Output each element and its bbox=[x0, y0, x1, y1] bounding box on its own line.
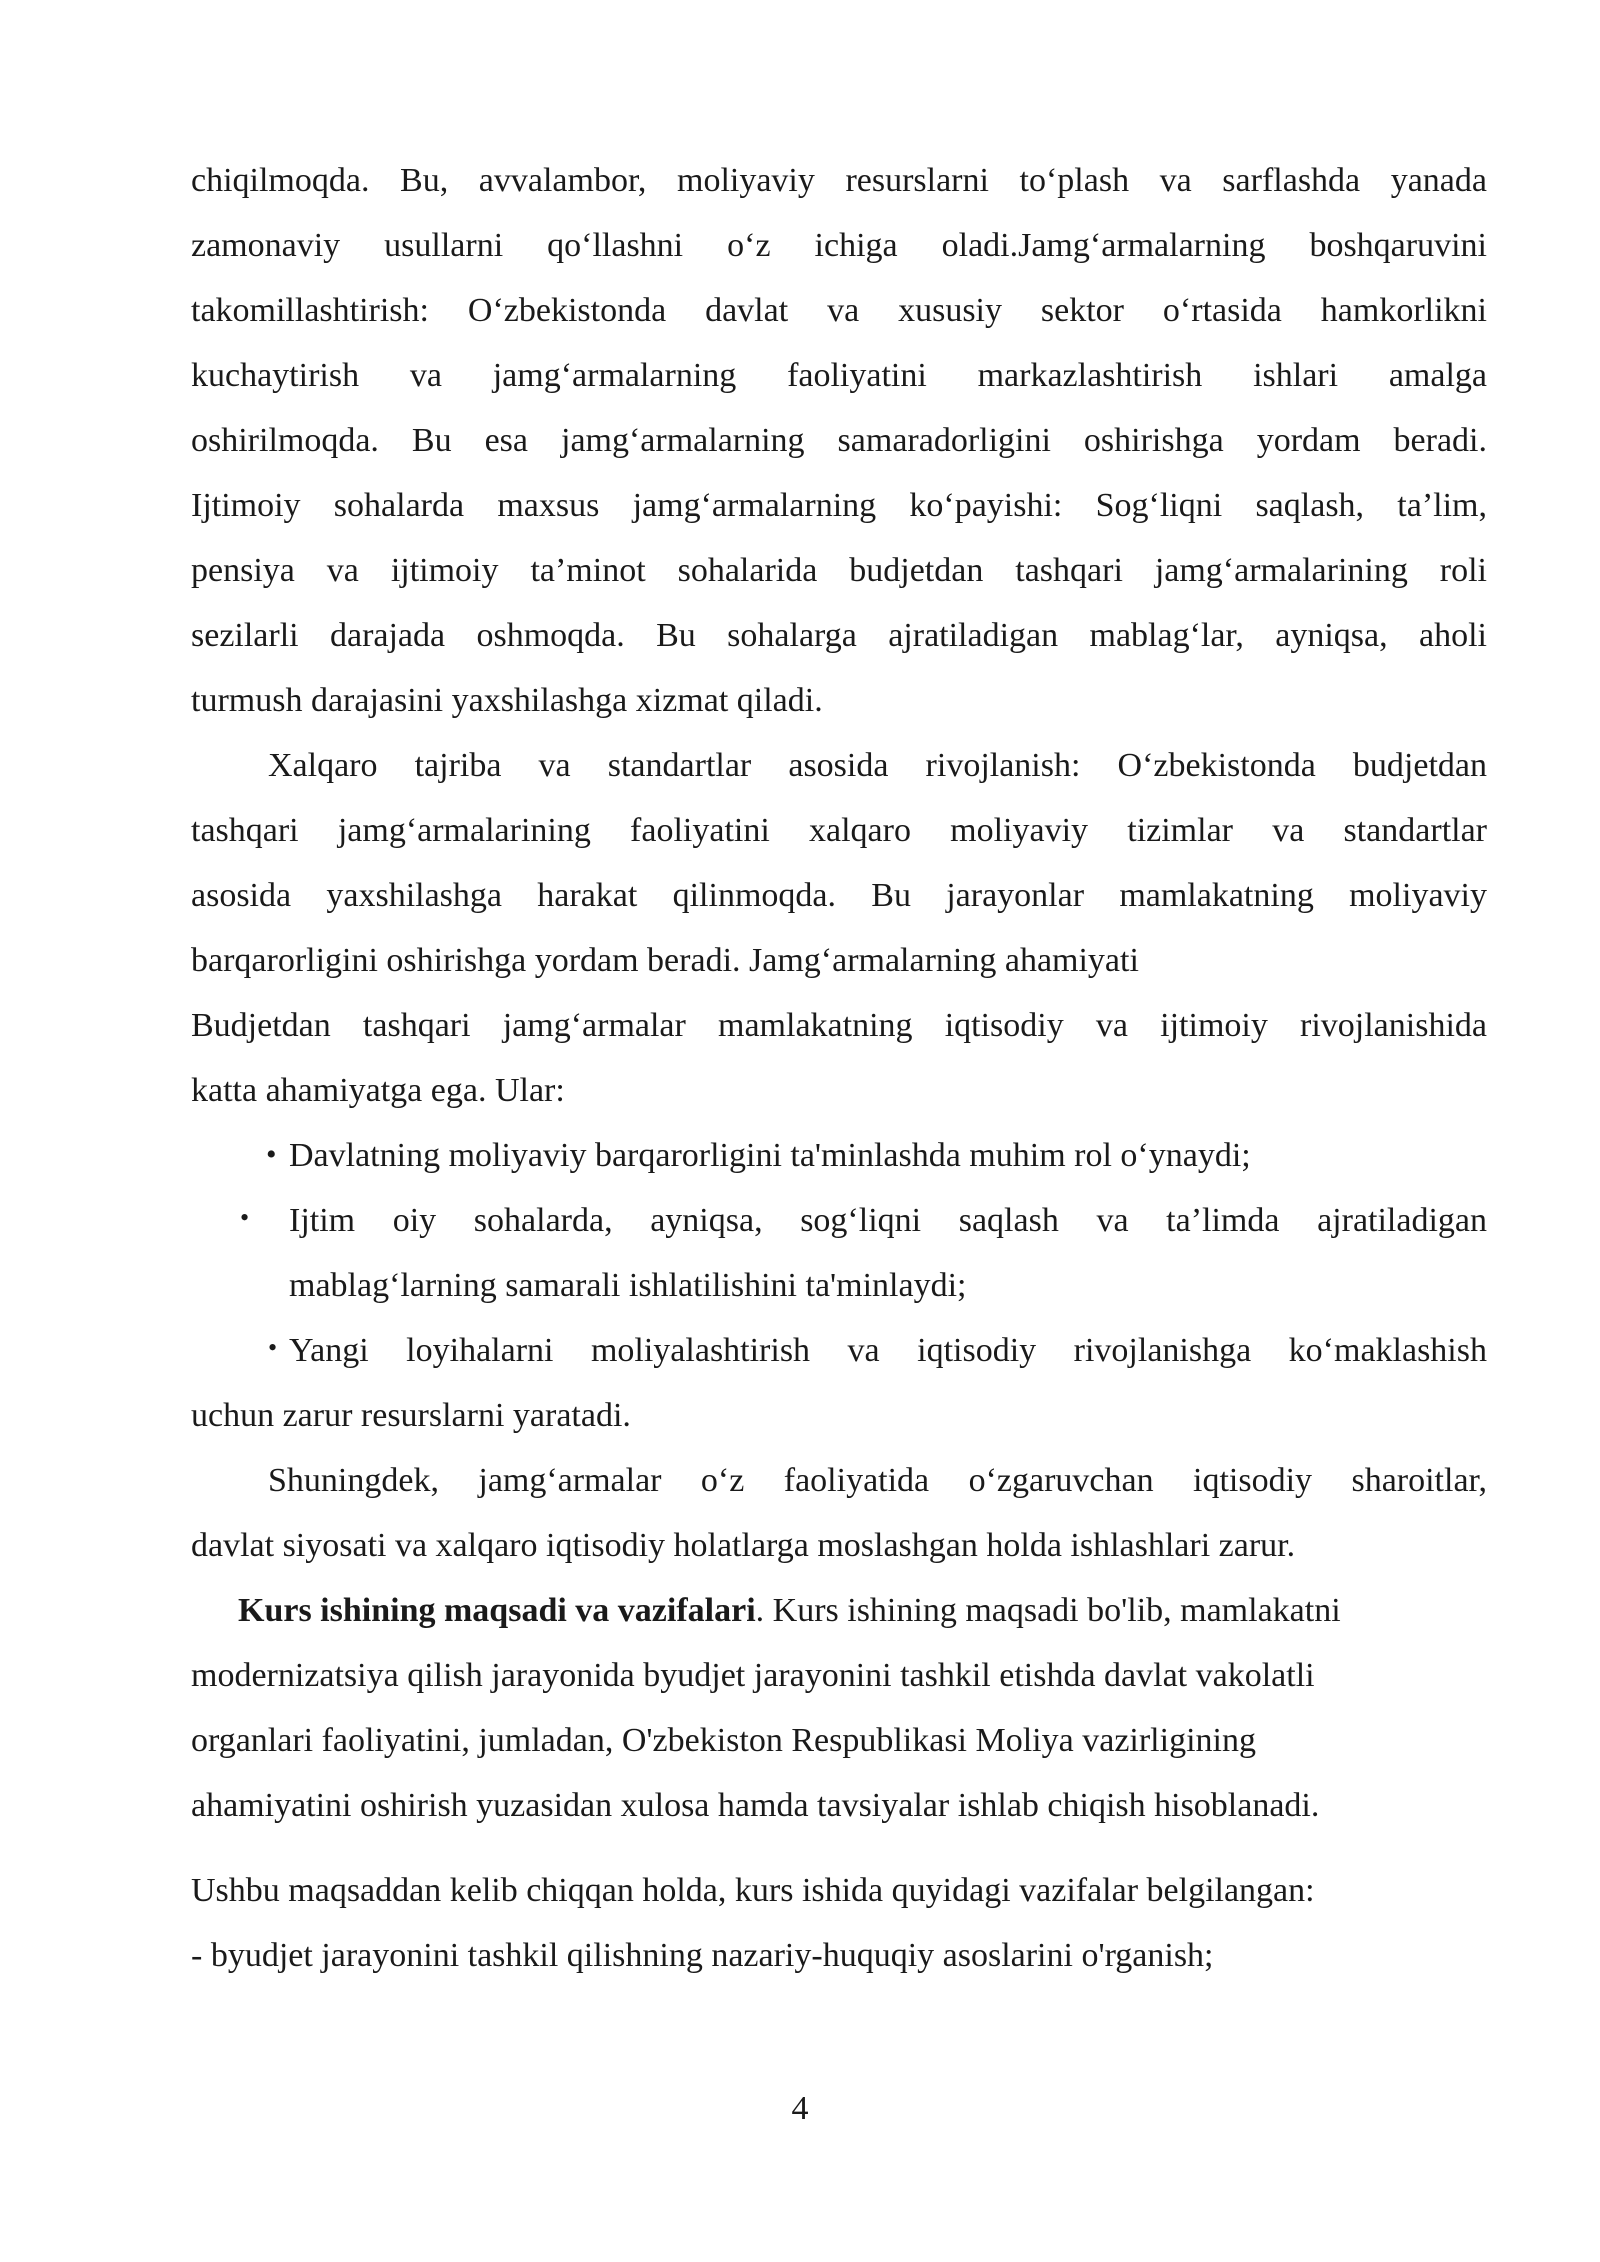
list-item-continuation: mablag‘larning samarali ishlatilishini ta'minlaydi; bbox=[289, 1267, 967, 1304]
text-line: turmush darajasini yaxshilashga xizmat qiladi. bbox=[191, 682, 823, 719]
text-line: barqarorligini oshirishga yordam beradi. Jamg‘armalarning ahamiyati bbox=[191, 942, 1139, 979]
text-line: zamonaviy usullarni qo‘llashni o‘z ichiga oladi.Jamg‘armalarning boshqaruvini bbox=[191, 227, 1487, 264]
list-item: Ijtim oiy sohalarda, ayniqsa, sog‘liqni saqlash va ta’limda ajratiladigan bbox=[289, 1202, 1487, 1239]
text-run: . Kurs ishining maqsadi bo'lib, mamlakatni bbox=[755, 1592, 1341, 1629]
text-line: Shuningdek, jamg‘armalar o‘z faoliyatida o‘zgaruvchan iqtisodiy sharoitlar, bbox=[268, 1462, 1487, 1499]
list-item: Davlatning moliyaviy barqarorligini ta'minlashda muhim rol o‘ynaydi; bbox=[289, 1137, 1251, 1174]
bullet-icon: • bbox=[240, 1203, 250, 1232]
page-number: 4 bbox=[791, 2090, 809, 2127]
text-line: katta ahamiyatga ega. Ular: bbox=[191, 1072, 565, 1109]
list-item-continuation: uchun zarur resurslarni yaratadi. bbox=[191, 1397, 631, 1434]
list-item: Yangi loyihalarni moliyalashtirish va iqtisodiy rivojlanishga ko‘maklashish bbox=[289, 1332, 1487, 1369]
text-line: Ijtimoiy sohalarda maxsus jamg‘armalarning ko‘payishi: Sog‘liqni saqlash, ta’lim, bbox=[191, 487, 1487, 524]
text-line: Xalqaro tajriba va standartlar asosida rivojlanish: O‘zbekistonda budjetdan bbox=[268, 747, 1487, 784]
text-line: sezilarli darajada oshmoqda. Bu sohalarga ajratiladigan mablag‘lar, ayniqsa, aholi bbox=[191, 617, 1487, 654]
text-line: modernizatsiya qilish jarayonida byudjet jarayonini tashkil etishda davlat vakolatli bbox=[191, 1657, 1315, 1694]
text-line: ahamiyatini oshirish yuzasidan xulosa hamda tavsiyalar ishlab chiqish hisoblanadi. bbox=[191, 1787, 1320, 1824]
bullet-icon: • bbox=[266, 1138, 277, 1171]
text-line: davlat siyosati va xalqaro iqtisodiy holatlarga moslashgan holda ishlashlari zarur. bbox=[191, 1527, 1296, 1564]
text-line: kuchaytirish va jamg‘armalarning faoliyatini markazlashtirish ishlari amalga bbox=[191, 357, 1487, 394]
text-line: - byudjet jarayonini tashkil qilishning nazariy-huquqiy asoslarini o'rganish; bbox=[191, 1937, 1214, 1974]
text-line: takomillashtirish: O‘zbekistonda davlat va xususiy sektor o‘rtasida hamkorlikni bbox=[191, 292, 1487, 329]
text-line: Ushbu maqsaddan kelib chiqqan holda, kurs ishida quyidagi vazifalar belgilangan: bbox=[191, 1872, 1315, 1909]
section-heading-line bbox=[238, 1592, 1341, 1630]
bullet-icon: • bbox=[268, 1333, 278, 1362]
text-line: oshirilmoqda. Bu esa jamg‘armalarning samaradorligini oshirishga yordam beradi. bbox=[191, 422, 1487, 459]
text-line: pensiya va ijtimoiy ta’minot sohalarida budjetdan tashqari jamg‘armalarining roli bbox=[191, 552, 1487, 589]
text-line: tashqari jamg‘armalarining faoliyatini xalqaro moliyaviy tizimlar va standartlar bbox=[191, 812, 1487, 849]
text-line: asosida yaxshilashga harakat qilinmoqda. Bu jarayonlar mamlakatning moliyaviy bbox=[191, 877, 1487, 914]
section-title: Kurs ishining maqsadi va vazifalari bbox=[238, 1592, 756, 1629]
text-line: chiqilmoqda. Bu, avvalambor, moliyaviy resurslarni to‘plash va sarflashda yanada bbox=[191, 162, 1487, 199]
text-line: organlari faoliyatini, jumladan, O'zbekiston Respublikasi Moliya vazirligining bbox=[191, 1722, 1256, 1759]
text-line: Budjetdan tashqari jamg‘armalar mamlakatning iqtisodiy va ijtimoiy rivojlanishida bbox=[191, 1007, 1487, 1044]
